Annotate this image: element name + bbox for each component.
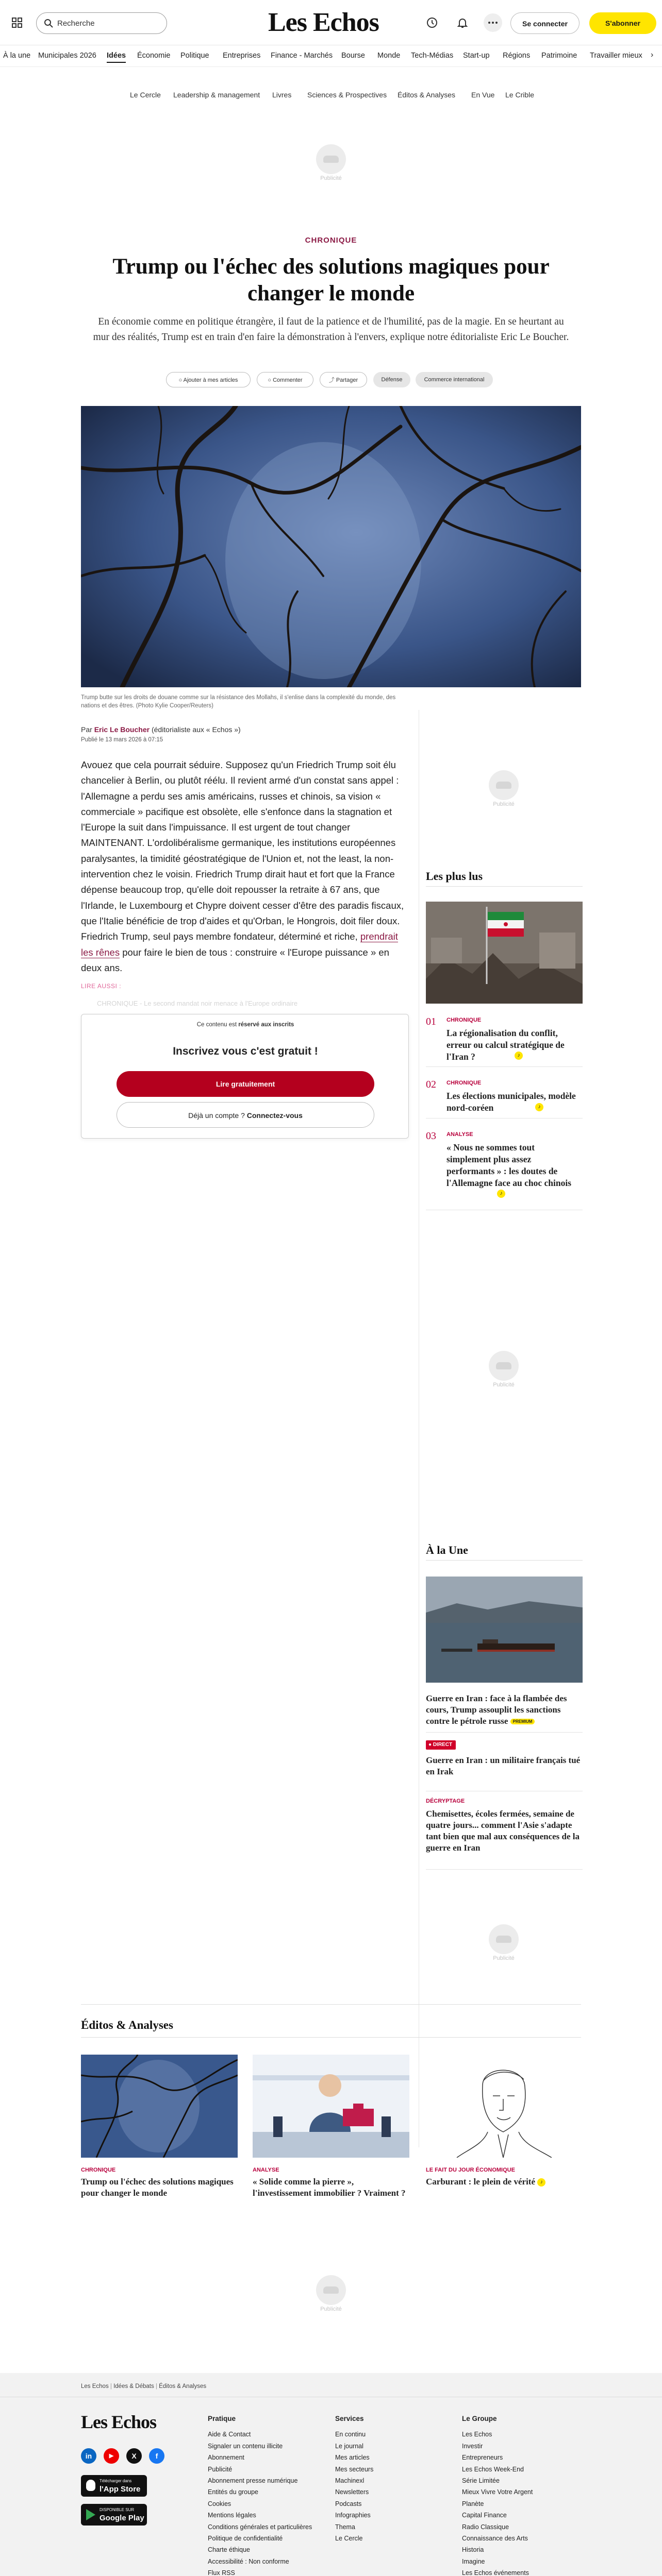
breadcrumb-item[interactable]: Les Echos: [81, 2383, 109, 2389]
app-store-label: l'App Store: [100, 2485, 141, 2494]
a-la-une-main-headline[interactable]: [426, 1693, 583, 1727]
divider: [426, 1066, 583, 1067]
paywall-login-link: Connectez-vous: [246, 1111, 303, 1120]
search-input[interactable]: [36, 12, 167, 34]
byline-prefix: Par: [81, 725, 94, 734]
body-text-2: pour faire le bien de tous : construire « l'Europe puissance » en deux ans.: [81, 946, 389, 973]
youtube-icon[interactable]: ▶: [104, 2448, 119, 2464]
decrypt-kicker: DÉCRYPTAGE: [426, 1798, 465, 1804]
most-read-rank: 01: [426, 1016, 436, 1027]
paywall-note-bold: réservé aux inscrits: [238, 1022, 294, 1028]
ad-slot-bottom: [309, 2275, 353, 2312]
app-store-button[interactable]: [81, 2475, 147, 2497]
edito-card-title: Trump ou l'échec des solutions magiques pour changer le monde: [81, 2177, 234, 2198]
ad-label: Publicité: [493, 1955, 515, 1961]
footer-link[interactable]: Planète: [462, 2500, 484, 2507]
byline-suffix: (éditorialiste aux « Echos »): [150, 725, 241, 734]
audio-icon: ♪: [535, 1103, 543, 1111]
most-read-headline: La régionalisation du conflit, erreur ou calcul stratégique de l'Iran ?: [446, 1028, 565, 1062]
subscribe-button[interactable]: S'abonner: [589, 12, 656, 34]
ad-icon: [489, 1351, 519, 1381]
nav-item-travailler-mieux[interactable]: Travailler mieux: [590, 52, 642, 60]
ad-icon: [489, 770, 519, 800]
most-read-item-3[interactable]: [426, 1130, 583, 1202]
most-read-kicker: CHRONIQUE: [446, 1080, 482, 1086]
notifications-icon[interactable]: [456, 16, 469, 31]
section-divider: [81, 2004, 581, 2005]
facebook-icon[interactable]: f: [149, 2448, 164, 2464]
paywall-note: [81, 1022, 409, 1028]
direct-headline[interactable]: Guerre en Iran : un militaire français tué en Irak: [426, 1755, 581, 1776]
direct-label: DIRECT: [433, 1742, 453, 1748]
footer-link[interactable]: Imagine: [462, 2557, 485, 2565]
nav-item-politique[interactable]: Politique: [180, 52, 209, 60]
footer-link[interactable]: Abonnement presse numérique: [208, 2477, 298, 2485]
most-read-headline: Les élections municipales, modèle nord-coréen: [446, 1091, 576, 1113]
paywall-box: [81, 1014, 409, 1139]
apple-icon: [86, 2480, 95, 2491]
edito-card-image: [253, 2055, 409, 2158]
edito-card-1[interactable]: [81, 2055, 238, 2198]
footer-col-title: Le Groupe: [462, 2415, 497, 2422]
footer-logo[interactable]: Les Echos: [81, 2412, 157, 2432]
divider: [426, 1732, 583, 1733]
breadcrumb-separator: |: [110, 2383, 114, 2389]
share-label: Partager: [336, 377, 358, 383]
footer-link[interactable]: Série Limitée: [462, 2477, 500, 2485]
decrypt-headline[interactable]: Chemisettes, écoles fermées, semaine de quatre jours... comment l'Asie s'adapte tant bien que mal aux conséquences de la guerre en Iran: [426, 1809, 580, 1853]
edito-card-title: [426, 2176, 583, 2188]
footer-col-groupe: [462, 2413, 575, 2576]
most-read-rank: 03: [426, 1130, 436, 1142]
topic-tag-commerce[interactable]: Commerce international: [416, 372, 493, 387]
most-read-image[interactable]: [426, 902, 583, 1004]
a-la-une-underline: [426, 1560, 583, 1561]
footer-link[interactable]: Connaissance des Arts: [462, 2535, 528, 2543]
footer-link[interactable]: Abonnement: [208, 2454, 244, 2462]
breadcrumb-item[interactable]: Idées & Débats: [113, 2383, 154, 2389]
nav-item-tech-medias[interactable]: Tech-Médias: [411, 52, 454, 60]
article-lead: En économie comme en politique étrangère, il faut de la patience et de l'humilité, pas de la magie. En se heurtant au mur des réalités, Trump est en train d'en faire la démonstration à l'envers, explique notre éditorialiste Eric Le Boucher.: [93, 316, 569, 343]
breadcrumb-item[interactable]: Éditos & Analyses: [159, 2383, 207, 2389]
footer-col-title: Services: [335, 2415, 364, 2422]
breadcrumb-separator: |: [155, 2383, 159, 2389]
search-icon: [44, 19, 53, 30]
body-inline-link[interactable]: prendrait les rênes: [81, 931, 398, 958]
live-dot-icon: ●: [428, 1742, 433, 1748]
most-read-kicker: CHRONIQUE: [446, 1017, 482, 1023]
nav-item-municipales[interactable]: Municipales 2026: [38, 52, 96, 60]
footer-link[interactable]: En continu: [335, 2431, 366, 2438]
article-byline: [81, 725, 241, 734]
app-store-small: Télécharger dans: [100, 2479, 132, 2483]
footer-link[interactable]: Capital Finance: [462, 2512, 507, 2519]
footer-link[interactable]: Machinexl: [335, 2477, 365, 2485]
site-logo[interactable]: Les Echos: [268, 8, 379, 37]
footer-link[interactable]: Thema: [335, 2523, 355, 2531]
comment-icon: ○: [268, 377, 273, 383]
paywall-cta-button[interactable]: Lire gratuitement: [117, 1071, 374, 1097]
sub-nav: [0, 87, 662, 102]
ad-slot-top: [309, 144, 353, 181]
audio-icon: ♪: [497, 1190, 505, 1198]
a-la-une-main-text: Guerre en Iran : face à la flambée des cours, Trump assouplit les sanctions contre le pétrole russe: [426, 1693, 567, 1726]
read-also-label: LIRE AUSSI :: [81, 982, 122, 990]
divider: [426, 1869, 583, 1870]
author-portrait-drawing: [426, 2055, 583, 2158]
footer-link[interactable]: Conditions générales et particulières: [208, 2523, 312, 2531]
edito-card-image: [81, 2055, 238, 2158]
footer-link[interactable]: Flux RSS: [208, 2569, 235, 2576]
nav-item-start-up[interactable]: Start-up: [463, 52, 490, 60]
footer-link[interactable]: Entrepreneurs: [462, 2454, 503, 2462]
nav-item-monde[interactable]: Monde: [377, 52, 401, 60]
footer-link[interactable]: Charte éthique: [208, 2546, 251, 2554]
a-la-une-image[interactable]: [426, 1577, 583, 1683]
a-la-une-title: À la Une: [426, 1544, 468, 1556]
comment-button[interactable]: [257, 372, 313, 387]
footer-link[interactable]: Aide & Contact: [208, 2431, 251, 2438]
edito-card-title: « Solide comme la pierre », l'investissement immobilier ? Vraiment ?: [253, 2177, 406, 2198]
more-icon[interactable]: [484, 13, 502, 32]
ad-icon: [489, 1924, 519, 1954]
most-read-title: Les plus lus: [426, 870, 483, 883]
nav-item-economie[interactable]: Économie: [137, 52, 171, 60]
nav-item-regions[interactable]: Régions: [503, 52, 531, 60]
footer-link[interactable]: Le Cercle: [335, 2535, 363, 2543]
footer-link[interactable]: Podcasts: [335, 2500, 362, 2507]
body-text-1: Avouez que cela pourrait séduire. Supposez qu'un Friedrich Trump soit élu chancelier à Berlin, ou plutôt réélu. Il revient armé d'un constat sans appel : l'Allemagne a perdu ses amis américains, russes et chinois, sa vision « commerciale » pacifique est obsolète, elle s'enfonce dans la stagnation et l'Europe la suit dans l'impuissance. Il est urgent de tout changer MAINTENANT. L'ordolibéralisme germanique, les institutions européennes paralysantes, la timidité géostratégique de l'Union et, not the least, la non-intervention chez le voisin. Friedrich Trump dirait haut et fort que la France dépense beaucoup trop, qu'elle doit repousser la retraite à 67 ans, que l'Irlande, le Luxembourg et Chypre doivent cesser d'être des paradis fiscaux, que l'Italie bénéficie de trop d'aides et qu'Orban, le Hongrois, doit filer doux. Friedrich Trump, seul pays membre fondateur, déterminé et riche,: [81, 759, 404, 942]
footer-link[interactable]: Les Echos: [462, 2431, 492, 2438]
google-play-small: DISPONIBLE SUR: [100, 2507, 135, 2512]
subnav-item-editos[interactable]: Éditos & Analyses: [398, 91, 456, 99]
footer-col-title: Pratique: [208, 2415, 236, 2422]
breadcrumb: [81, 2383, 206, 2389]
footer-link[interactable]: Accessibilité : Non conforme: [208, 2557, 289, 2565]
nav-item-entreprises[interactable]: Entreprises: [223, 52, 261, 60]
ad-label: Publicité: [320, 2306, 342, 2312]
main-nav: [0, 45, 662, 67]
add-to-articles-label: Ajouter à mes articles: [183, 377, 238, 383]
subnav-item-leadership[interactable]: Leadership & management: [173, 91, 260, 99]
edito-card-kicker: CHRONIQUE: [81, 2167, 116, 2173]
topic-tag-defense[interactable]: Défense: [373, 372, 410, 387]
most-read-headline: « Nous ne sommes tout simplement plus assez performants » : les doutes de l'Allemagne face au choc chinois: [446, 1142, 572, 1188]
search-placeholder: Recherche: [57, 19, 95, 28]
nav-next-icon[interactable]: ›: [651, 50, 654, 59]
edito-card-3[interactable]: [426, 2055, 583, 2189]
footer-link[interactable]: Signaler un contenu illicite: [208, 2442, 283, 2450]
footer-link[interactable]: Mentions légales: [208, 2512, 256, 2519]
share-button[interactable]: [320, 372, 367, 387]
paywall-title: Inscrivez vous c'est gratuit !: [173, 1045, 318, 1057]
ad-label: Publicité: [493, 801, 515, 807]
nav-item-idees[interactable]: Idées: [107, 52, 126, 63]
share-icon: ⤴: [328, 377, 336, 383]
read-also-link[interactable]: CHRONIQUE - Le second mandat noir menace à l'Europe ordinaire: [97, 999, 298, 1007]
ad-icon: [316, 2275, 346, 2305]
top-bar: [0, 0, 662, 45]
add-to-articles-button[interactable]: [166, 372, 251, 387]
ad-icon: [316, 144, 346, 174]
bookmark-icon: ○: [178, 377, 184, 383]
article-image: [81, 406, 581, 687]
footer-link[interactable]: Investir: [462, 2442, 483, 2450]
comment-label: Commenter: [273, 377, 303, 383]
publish-date: Publié le 13 mars 2026 à 07:15: [81, 737, 163, 743]
paywall-login-pre: Déjà un compte ?: [188, 1111, 247, 1120]
history-icon[interactable]: [426, 16, 438, 31]
google-play-button[interactable]: [81, 2504, 147, 2526]
footer-link[interactable]: Radio Classique: [462, 2523, 509, 2531]
nav-item-patrimoine[interactable]: Patrimoine: [541, 52, 577, 60]
most-read-underline: [426, 886, 583, 887]
footer-col-services: [335, 2413, 438, 2544]
google-play-label: Google Play: [100, 2514, 144, 2522]
linkedin-icon[interactable]: in: [81, 2448, 96, 2464]
footer-link[interactable]: Mes secteurs: [335, 2465, 374, 2473]
subnav-item-sciences[interactable]: Sciences & Prospectives: [307, 91, 387, 99]
editos-underline: [81, 2037, 581, 2038]
edito-card-kicker: ANALYSE: [253, 2167, 279, 2173]
premium-badge: PREMIUM: [510, 1719, 535, 1724]
footer-link[interactable]: Newsletters: [335, 2488, 369, 2496]
edito-card-title-text: Carburant : le plein de vérité: [426, 2177, 535, 2187]
most-read-item-2[interactable]: [426, 1079, 583, 1113]
ad-label: Publicité: [493, 1382, 515, 1388]
article-kicker: CHRONIQUE: [305, 236, 357, 245]
ad-slot-rail-3: [482, 1924, 525, 1961]
footer-link[interactable]: Cookies: [208, 2500, 231, 2507]
footer: [0, 2373, 662, 2576]
footer-link[interactable]: Infographies: [335, 2512, 371, 2519]
audio-icon: ♪: [515, 1052, 523, 1060]
footer-link[interactable]: Les Echos Week-End: [462, 2465, 524, 2473]
image-caption: Trump butte sur les droits de douane comme sur la résistance des Mollahs, il s'enlise dans la complexité du monde, des nations et des êtres. (Photo Kylie Cooper/Reuters): [81, 694, 396, 709]
footer-link[interactable]: Mieux Vivre Votre Argent: [462, 2488, 533, 2496]
connect-button[interactable]: Se connecter: [510, 12, 580, 34]
x-icon[interactable]: X: [126, 2448, 142, 2464]
ad-slot-rail-1: [482, 770, 525, 807]
subnav-item-en-vue[interactable]: En Vue: [471, 91, 495, 99]
author-link[interactable]: Eric Le Boucher: [94, 725, 150, 734]
editos-title: Éditos & Analyses: [81, 2019, 173, 2031]
ad-label: Publicité: [320, 175, 342, 181]
footer-link[interactable]: Mes articles: [335, 2454, 370, 2462]
grid-menu-icon[interactable]: [11, 17, 23, 28]
footer-link[interactable]: Politique de confidentialité: [208, 2535, 283, 2543]
footer-link[interactable]: Historia: [462, 2546, 484, 2554]
most-read-item-1[interactable]: [426, 1016, 583, 1060]
most-read-rank: 02: [426, 1079, 436, 1090]
subnav-item-cercle[interactable]: Le Cercle: [130, 91, 161, 99]
edito-card-kicker: LE FAIT DU JOUR ÉCONOMIQUE: [426, 2167, 515, 2173]
footer-link[interactable]: Entités du groupe: [208, 2488, 258, 2496]
most-read-kicker: ANALYSE: [446, 1131, 473, 1138]
paywall-login-button[interactable]: [117, 1102, 374, 1128]
subnav-item-livres[interactable]: Livres: [272, 91, 292, 99]
audio-icon: ♪: [537, 2178, 545, 2187]
footer-link[interactable]: Les Echos événements: [462, 2569, 529, 2576]
footer-link[interactable]: Le journal: [335, 2442, 363, 2450]
play-icon: [86, 2509, 95, 2520]
ad-slot-rail-2: [482, 1351, 525, 1388]
article-body: [81, 757, 411, 976]
article-title: Trump ou l'échec des solutions magiques pour changer le monde: [112, 255, 550, 306]
footer-link[interactable]: Publicité: [208, 2465, 233, 2473]
nav-item-bourse[interactable]: Bourse: [341, 52, 365, 60]
footer-col-pratique: [208, 2413, 321, 2576]
edito-card-2[interactable]: [253, 2055, 409, 2198]
direct-badge: [426, 1740, 456, 1750]
nav-item-finance[interactable]: Finance - Marchés: [271, 52, 333, 60]
paywall-note-text: Ce contenu est: [196, 1022, 239, 1028]
nav-item-a-la-une[interactable]: À la une: [3, 52, 31, 60]
subnav-item-crible[interactable]: Le Crible: [505, 91, 535, 99]
